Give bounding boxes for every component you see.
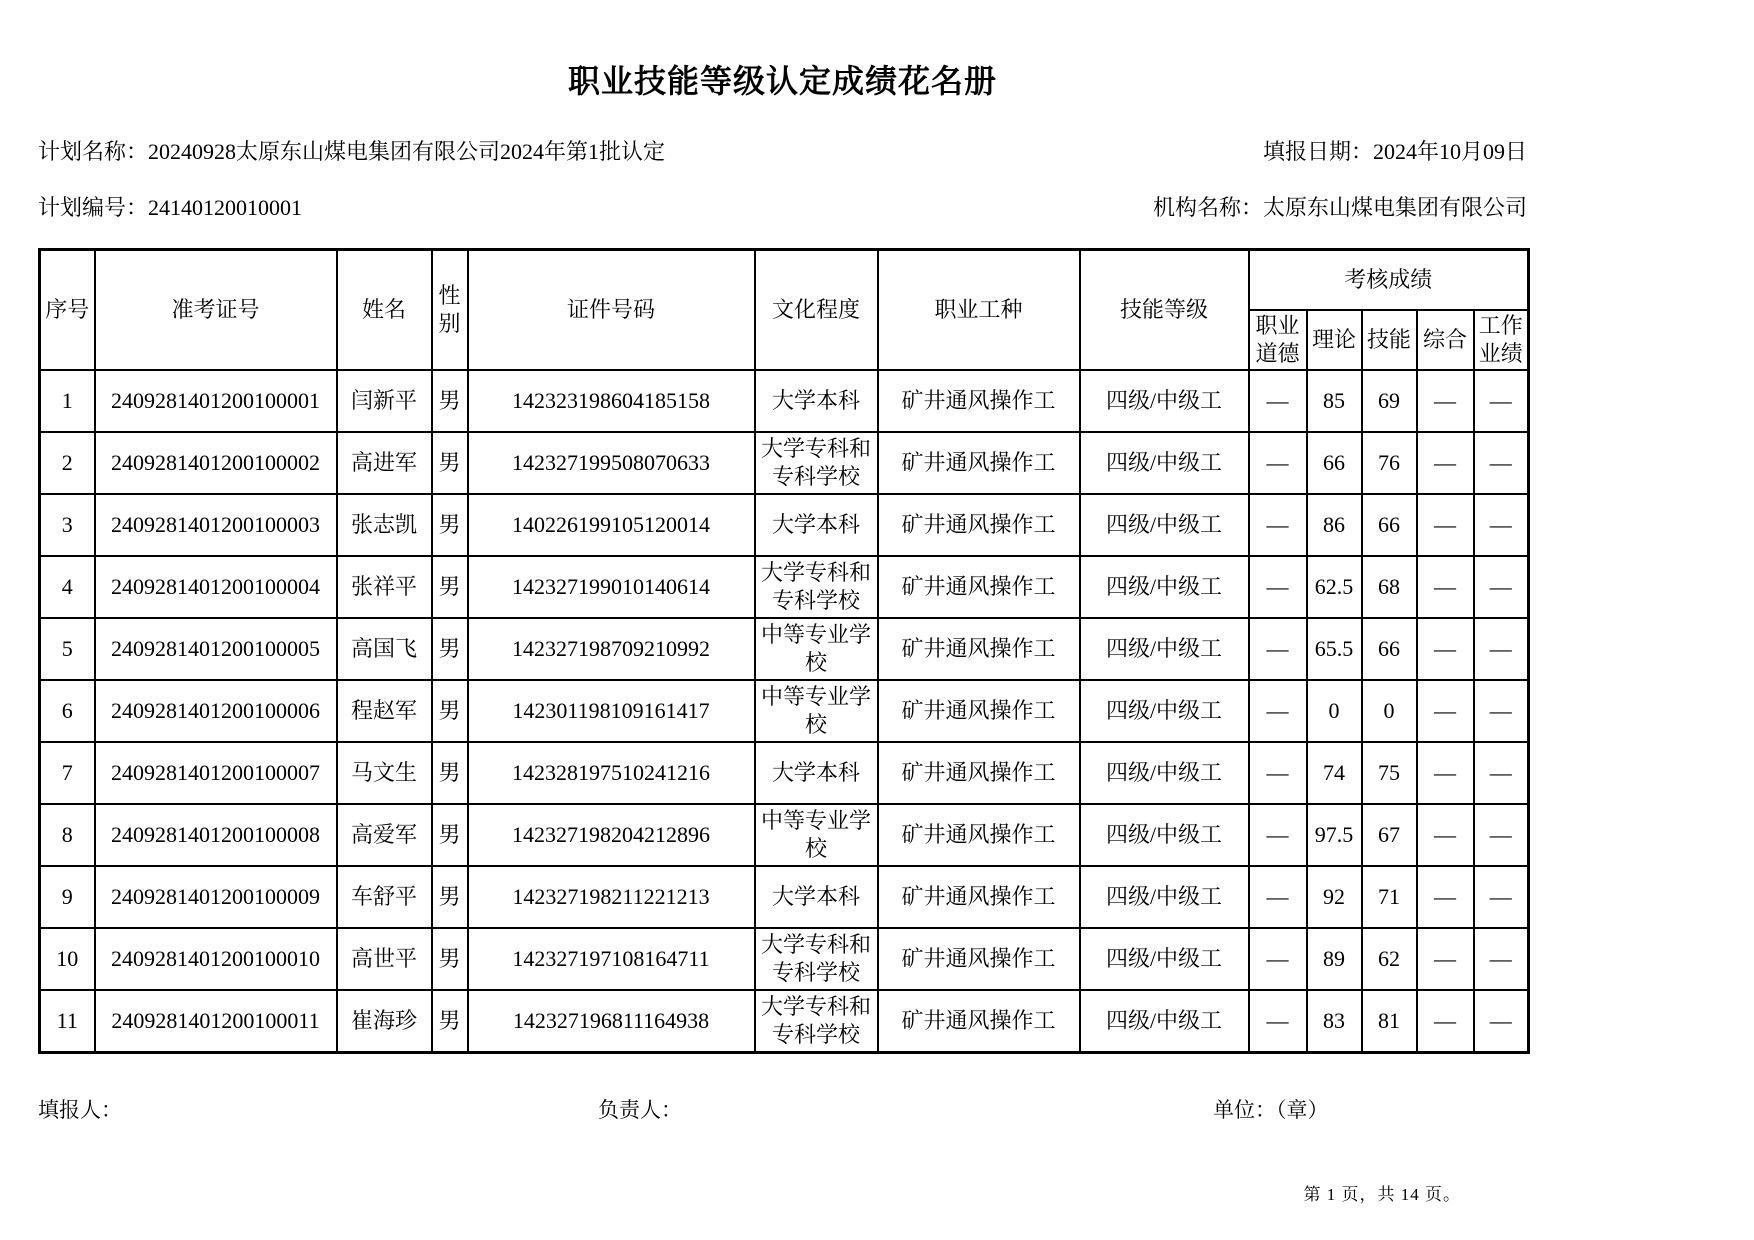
cell-name: 闫新平 <box>337 370 432 432</box>
cell-occupation: 矿井通风操作工 <box>878 928 1080 990</box>
page-title: 职业技能等级认定成绩花名册 <box>567 63 997 99</box>
cell-score-comprehensive: — <box>1417 928 1474 990</box>
cell-id-no: 142328197510241216 <box>468 742 755 804</box>
cell-score-performance: — <box>1474 804 1529 866</box>
cell-score-comprehensive: — <box>1417 370 1474 432</box>
score-roster-table <box>38 248 1530 1054</box>
cell-education: 大学专科和专科学校 <box>755 556 878 618</box>
cell-score-skill: 71 <box>1362 866 1417 928</box>
cell-score-theory: 66 <box>1307 432 1362 494</box>
cell-occupation: 矿井通风操作工 <box>878 742 1080 804</box>
cell-name: 程赵军 <box>337 680 432 742</box>
cell-id-no: 142327196811164938 <box>468 990 755 1052</box>
cell-score-comprehensive: — <box>1417 866 1474 928</box>
cell-score-ethics: — <box>1249 866 1307 928</box>
cell-skill-level: 四级/中级工 <box>1080 928 1249 990</box>
table-row <box>40 680 1529 742</box>
cell-gender: 男 <box>432 370 468 432</box>
cell-skill-level: 四级/中级工 <box>1080 742 1249 804</box>
cell-score-comprehensive: — <box>1417 494 1474 556</box>
cell-skill-level: 四级/中级工 <box>1080 370 1249 432</box>
cell-score-skill: 66 <box>1362 494 1417 556</box>
org-name-value: 太原东山煤电集团有限公司 <box>1262 195 1527 220</box>
cell-name: 崔海珍 <box>337 990 432 1052</box>
page-info: 第 1 页，共 14 页。 <box>1303 1184 1461 1204</box>
cell-skill-level: 四级/中级工 <box>1080 804 1249 866</box>
cell-name: 高世平 <box>337 928 432 990</box>
cell-score-performance: — <box>1474 432 1529 494</box>
cell-name: 车舒平 <box>337 866 432 928</box>
cell-exam-no: 2409281401200100005 <box>95 618 337 680</box>
cell-skill-level: 四级/中级工 <box>1080 618 1249 680</box>
report-date-field <box>1263 138 1527 166</box>
col-header-seq: 序号 <box>40 250 95 371</box>
cell-score-theory: 74 <box>1307 742 1362 804</box>
cell-score-ethics: — <box>1249 742 1307 804</box>
cell-score-performance: — <box>1474 680 1529 742</box>
cell-exam-no: 2409281401200100001 <box>95 370 337 432</box>
cell-score-skill: 68 <box>1362 556 1417 618</box>
table-header <box>40 250 1529 371</box>
org-name-label: 机构名称： <box>1152 195 1263 220</box>
responsible-label: 负责人： <box>598 1097 682 1122</box>
table-row <box>40 494 1529 556</box>
cell-skill-level: 四级/中级工 <box>1080 432 1249 494</box>
cell-score-performance: — <box>1474 990 1529 1052</box>
cell-occupation: 矿井通风操作工 <box>878 432 1080 494</box>
cell-skill-level: 四级/中级工 <box>1080 556 1249 618</box>
cell-score-comprehensive: — <box>1417 556 1474 618</box>
cell-score-comprehensive: — <box>1417 618 1474 680</box>
cell-id-no: 142327199508070633 <box>468 432 755 494</box>
cell-seq: 5 <box>40 618 95 680</box>
cell-name: 高进军 <box>337 432 432 494</box>
cell-score-skill: 62 <box>1362 928 1417 990</box>
cell-score-performance: — <box>1474 618 1529 680</box>
cell-exam-no: 2409281401200100008 <box>95 804 337 866</box>
cell-gender: 男 <box>432 680 468 742</box>
cell-id-no: 142327198709210992 <box>468 618 755 680</box>
cell-name: 高国飞 <box>337 618 432 680</box>
table-row <box>40 804 1529 866</box>
col-header-score-performance: 工作业绩 <box>1474 310 1529 370</box>
header-row-main <box>40 250 1529 311</box>
table-row <box>40 556 1529 618</box>
cell-score-ethics: — <box>1249 494 1307 556</box>
cell-skill-level: 四级/中级工 <box>1080 866 1249 928</box>
cell-education: 大学专科和专科学校 <box>755 990 878 1052</box>
cell-gender: 男 <box>432 928 468 990</box>
cell-exam-no: 2409281401200100002 <box>95 432 337 494</box>
plan-no-value: 24140120010001 <box>148 195 303 220</box>
col-header-exam-no: 准考证号 <box>95 250 337 371</box>
col-header-score-comprehensive: 综合 <box>1417 310 1474 370</box>
cell-occupation: 矿井通风操作工 <box>878 370 1080 432</box>
cell-score-comprehensive: — <box>1417 742 1474 804</box>
cell-gender: 男 <box>432 742 468 804</box>
cell-score-performance: — <box>1474 494 1529 556</box>
cell-score-theory: 85 <box>1307 370 1362 432</box>
col-header-education: 文化程度 <box>755 250 878 371</box>
cell-skill-level: 四级/中级工 <box>1080 990 1249 1052</box>
cell-score-comprehensive: — <box>1417 432 1474 494</box>
table-row <box>40 370 1529 432</box>
plan-name-value: 20240928太原东山煤电集团有限公司2024年第1批认定 <box>148 139 666 164</box>
cell-score-performance: — <box>1474 866 1529 928</box>
table-row <box>40 432 1529 494</box>
cell-education: 中等专业学校 <box>755 680 878 742</box>
table-row <box>40 990 1529 1052</box>
cell-education: 大学本科 <box>755 742 878 804</box>
cell-score-skill: 81 <box>1362 990 1417 1052</box>
cell-score-theory: 62.5 <box>1307 556 1362 618</box>
col-header-score-ethics: 职业道德 <box>1249 310 1307 370</box>
cell-seq: 4 <box>40 556 95 618</box>
cell-score-skill: 75 <box>1362 742 1417 804</box>
cell-score-performance: — <box>1474 928 1529 990</box>
report-date-value: 2024年10月09日 <box>1372 139 1527 164</box>
cell-education: 大学专科和专科学校 <box>755 432 878 494</box>
cell-exam-no: 2409281401200100003 <box>95 494 337 556</box>
col-header-score-theory: 理论 <box>1307 310 1362 370</box>
cell-score-skill: 76 <box>1362 432 1417 494</box>
col-header-score-group: 考核成绩 <box>1249 250 1529 311</box>
col-header-name: 姓名 <box>337 250 432 371</box>
cell-gender: 男 <box>432 804 468 866</box>
col-header-occupation: 职业工种 <box>878 250 1080 371</box>
cell-gender: 男 <box>432 556 468 618</box>
table-row <box>40 866 1529 928</box>
cell-exam-no: 2409281401200100007 <box>95 742 337 804</box>
cell-score-ethics: — <box>1249 680 1307 742</box>
cell-score-ethics: — <box>1249 432 1307 494</box>
cell-education: 大学本科 <box>755 370 878 432</box>
cell-seq: 6 <box>40 680 95 742</box>
filler-label: 填报人： <box>38 1097 122 1122</box>
cell-id-no: 142327199010140614 <box>468 556 755 618</box>
cell-education: 大学专科和专科学校 <box>755 928 878 990</box>
cell-score-theory: 83 <box>1307 990 1362 1052</box>
cell-exam-no: 2409281401200100011 <box>95 990 337 1052</box>
cell-gender: 男 <box>432 432 468 494</box>
footer-row <box>38 1094 1527 1124</box>
cell-score-performance: — <box>1474 556 1529 618</box>
cell-occupation: 矿井通风操作工 <box>878 618 1080 680</box>
cell-seq: 3 <box>40 494 95 556</box>
table-row <box>40 618 1529 680</box>
cell-score-performance: — <box>1474 742 1529 804</box>
cell-score-comprehensive: — <box>1417 990 1474 1052</box>
cell-seq: 10 <box>40 928 95 990</box>
table-row <box>40 742 1529 804</box>
cell-education: 大学本科 <box>755 494 878 556</box>
cell-score-skill: 69 <box>1362 370 1417 432</box>
col-header-id-no: 证件号码 <box>468 250 755 371</box>
cell-skill-level: 四级/中级工 <box>1080 680 1249 742</box>
cell-score-ethics: — <box>1249 928 1307 990</box>
col-header-skill-level: 技能等级 <box>1080 250 1249 371</box>
cell-id-no: 142301198109161417 <box>468 680 755 742</box>
meta-row-2 <box>38 194 1527 222</box>
cell-name: 张祥平 <box>337 556 432 618</box>
cell-score-theory: 86 <box>1307 494 1362 556</box>
cell-skill-level: 四级/中级工 <box>1080 494 1249 556</box>
cell-score-ethics: — <box>1249 990 1307 1052</box>
cell-id-no: 142327197108164711 <box>468 928 755 990</box>
table-row <box>40 928 1529 990</box>
cell-occupation: 矿井通风操作工 <box>878 556 1080 618</box>
cell-score-theory: 0 <box>1307 680 1362 742</box>
document-page <box>38 0 1527 1205</box>
cell-seq: 1 <box>40 370 95 432</box>
cell-seq: 11 <box>40 990 95 1052</box>
col-header-gender: 性别 <box>432 250 468 371</box>
table-body <box>40 370 1529 1052</box>
col-header-score-skill: 技能 <box>1362 310 1417 370</box>
cell-id-no: 140226199105120014 <box>468 494 755 556</box>
cell-gender: 男 <box>432 866 468 928</box>
cell-score-skill: 0 <box>1362 680 1417 742</box>
cell-occupation: 矿井通风操作工 <box>878 866 1080 928</box>
cell-score-theory: 92 <box>1307 866 1362 928</box>
unit-seal-label: 单位：（章） <box>1213 1097 1329 1122</box>
cell-score-ethics: — <box>1249 370 1307 432</box>
plan-no-field <box>38 194 302 222</box>
cell-occupation: 矿井通风操作工 <box>878 680 1080 742</box>
cell-score-ethics: — <box>1249 804 1307 866</box>
cell-seq: 8 <box>40 804 95 866</box>
cell-education: 中等专业学校 <box>755 804 878 866</box>
cell-score-theory: 89 <box>1307 928 1362 990</box>
cell-exam-no: 2409281401200100004 <box>95 556 337 618</box>
cell-exam-no: 2409281401200100009 <box>95 866 337 928</box>
cell-occupation: 矿井通风操作工 <box>878 804 1080 866</box>
meta-row-1 <box>38 138 1527 166</box>
cell-score-ethics: — <box>1249 556 1307 618</box>
cell-gender: 男 <box>432 990 468 1052</box>
cell-score-theory: 65.5 <box>1307 618 1362 680</box>
cell-exam-no: 2409281401200100010 <box>95 928 337 990</box>
plan-no-label: 计划编号： <box>38 195 149 220</box>
plan-name-field <box>38 138 665 166</box>
cell-id-no: 142323198604185158 <box>468 370 755 432</box>
cell-education: 大学本科 <box>755 866 878 928</box>
cell-seq: 2 <box>40 432 95 494</box>
cell-score-performance: — <box>1474 370 1529 432</box>
cell-seq: 7 <box>40 742 95 804</box>
cell-score-skill: 67 <box>1362 804 1417 866</box>
plan-name-label: 计划名称： <box>38 139 149 164</box>
cell-score-skill: 66 <box>1362 618 1417 680</box>
cell-score-comprehensive: — <box>1417 680 1474 742</box>
cell-name: 高爱军 <box>337 804 432 866</box>
cell-gender: 男 <box>432 494 468 556</box>
cell-id-no: 142327198204212896 <box>468 804 755 866</box>
cell-id-no: 142327198211221213 <box>468 866 755 928</box>
cell-score-theory: 97.5 <box>1307 804 1362 866</box>
cell-occupation: 矿井通风操作工 <box>878 990 1080 1052</box>
cell-gender: 男 <box>432 618 468 680</box>
report-date-label: 填报日期： <box>1262 139 1373 164</box>
cell-exam-no: 2409281401200100006 <box>95 680 337 742</box>
cell-education: 中等专业学校 <box>755 618 878 680</box>
cell-name: 马文生 <box>337 742 432 804</box>
cell-score-ethics: — <box>1249 618 1307 680</box>
cell-name: 张志凯 <box>337 494 432 556</box>
org-name-field <box>1153 194 1527 222</box>
cell-occupation: 矿井通风操作工 <box>878 494 1080 556</box>
cell-score-comprehensive: — <box>1417 804 1474 866</box>
cell-seq: 9 <box>40 866 95 928</box>
